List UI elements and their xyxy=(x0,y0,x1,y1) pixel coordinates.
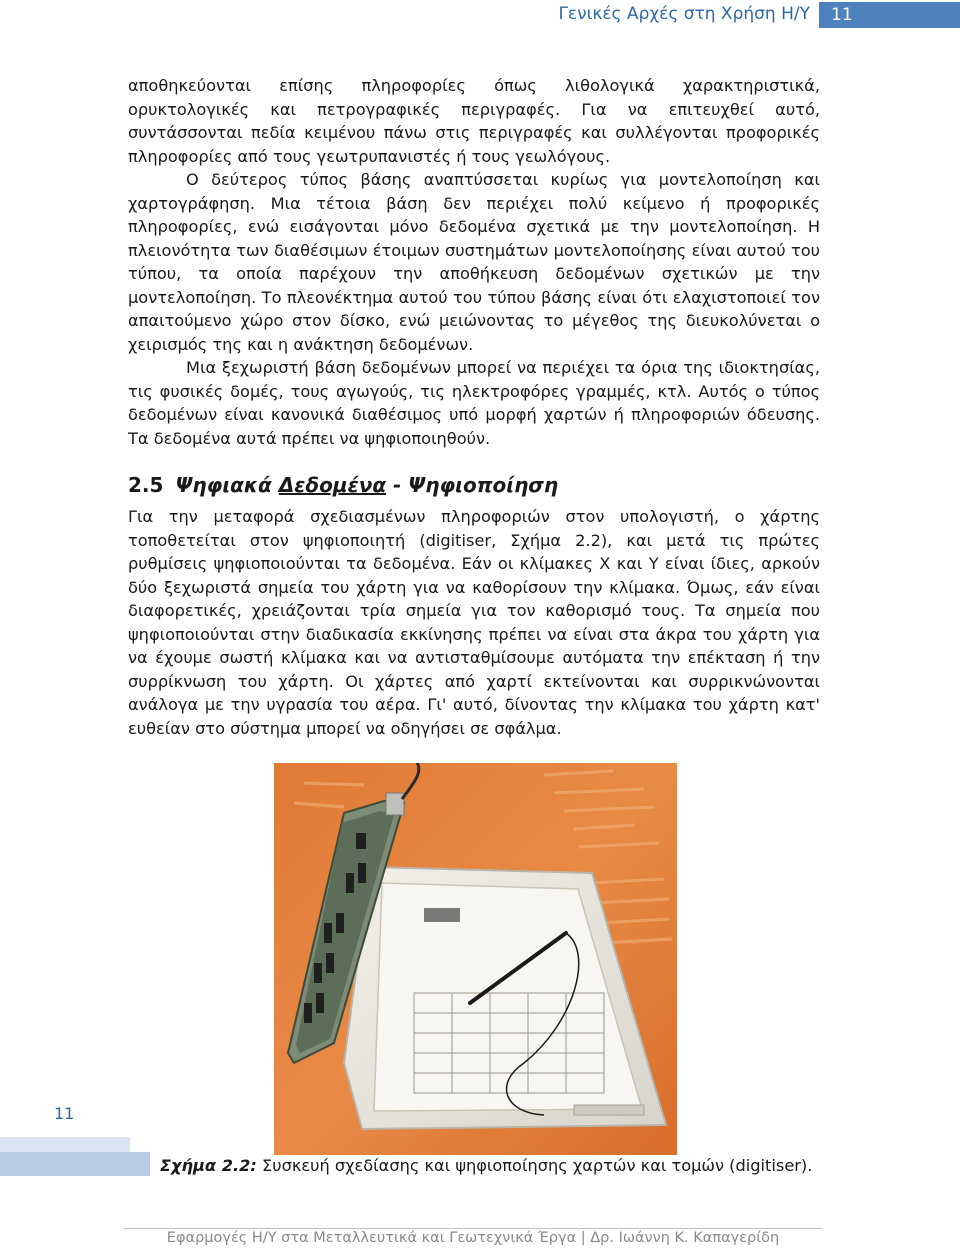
digitiser-photo xyxy=(274,763,677,1155)
section-heading xyxy=(128,473,558,497)
section-title-link[interactable]: Δεδομένα xyxy=(278,473,387,497)
side-decor-bar-dark xyxy=(0,1152,150,1176)
figure-caption-text: Συσκευή σχεδίασης και ψηφιοποίησης χαρτών και τομών (digitiser). xyxy=(256,1156,813,1175)
figure-caption xyxy=(160,1156,812,1175)
paragraph: Για την μεταφορά σχεδιασμένων πληροφοριών στον υπολογιστή, ο χάρτης τοποθετείται στον ψηφιοποιητή (digitiser, Σχήμα 2.2), και μετά τις πρώτες ρυθμίσεις ψηφιοποιούνται τα δεδομένα. Εάν οι κλίμακες Χ και Υ είναι ίδιες, αρκούν δύο ξεχωριστά σημεία του χάρτη για να καθορίσουν την κλίμακα. Όμως, εάν είναι διαφορετικές, χρειάζονται τρία σημεία για τον καθορισμό τους. Τα σημεία που ψηφιοποιούνται στην διαδικασία εκκίνησης πρέπει να είναι στα άκρα του χάρτη για να έχουμε σωστή κλίμακα και να αντισταθμίσουμε αυτόματα την επέκταση ή την συρρίκνωση του χάρτη. Οι χάρτες από χαρτί εκτείνονται και συρρικνώνονται ανάλογα με την υγρασία του αέρα. Γι' αυτό, δίνοντας την κλίμακα του χάρτη κατ' ευθείαν στο σύστημα μπορεί να οδηγήσει σε σφάλμα. xyxy=(128,507,820,738)
body-text-section xyxy=(128,505,820,740)
figure-caption-label: Σχήμα 2.2: xyxy=(160,1156,257,1175)
body-text-top xyxy=(128,74,820,450)
running-header-title: Γενικές Αρχές στη Χρήση Η/Υ xyxy=(558,4,810,24)
section-title-suffix: - Ψηφιοποίηση xyxy=(386,473,559,497)
side-page-number: 11 xyxy=(54,1104,75,1123)
paragraph: Μια ξεχωριστή βάση δεδομένων μπορεί να περιέχει τα όρια της ιδιοκτησίας, τις φυσικές δομές, τους αγωγούς, τις ηλεκτροφόρες γραμμές, κτλ. Αυτός ο τύπος δεδομένων είναι κανονικά διαθέσιμος υπό μορφή χαρτών ή πληροφοριών όδευσης. Τα δεδομένα αυτά πρέπει να ψηφιοποιηθούν. xyxy=(128,358,820,448)
footer-divider xyxy=(124,1228,822,1229)
section-title-prefix: Ψηφιακά xyxy=(175,473,279,497)
section-number: 2.5 xyxy=(128,473,164,497)
paragraph: αποθηκεύονται επίσης πληροφορίες όπως λιθολογικά χαρακτηριστικά, ορυκτολογικές και πετρογραφικές περιγραφές. Για να επιτευχθεί αυτό, συντάσσονται πεδία κειμένου πάνω στις περιγραφές και συλλέγονται προφορικές πληροφορίες από τους γεωτρυπανιστές ή τους γεωλόγους. xyxy=(128,76,820,166)
paragraph: Ο δεύτερος τύπος βάσης αναπτύσσεται κυρίως για μοντελοποίηση και χαρτογράφηση. Μια τέτοια βάση δεν περιέχει πολύ κείμενο ή προφορικές πληροφορίες, ενώ εισάγονται μόνο δεδομένα σχετικά με την μοντελοποίηση. Η πλειονότητα των διαθέσιμων έτοιμων συστημάτων μοντελοποίησης είναι αυτού του τύπου, τα οποία παρέχουν την αποθήκευση δεδομένων σχετικών με την μοντελοποίηση. Το πλεονέκτημα αυτού του τύπου βάσης είναι ότι ελαχιστοποιεί τον απαιτούμενο χώρο στον δίσκο, ενώ μειώνοντας το μέγεθος της διευκολύνεται ο χειρισμός της και η ανάκτηση δεδομένων. xyxy=(128,170,820,354)
header-page-number: 11 xyxy=(819,2,960,28)
digitiser-illustration xyxy=(274,763,677,1155)
footer-text: Εφαρμογές Η/Υ στα Μεταλλευτικά και Γεωτεχνικά Έργα | Δρ. Ιωάννη Κ. Καπαγερίδη xyxy=(166,1230,780,1246)
